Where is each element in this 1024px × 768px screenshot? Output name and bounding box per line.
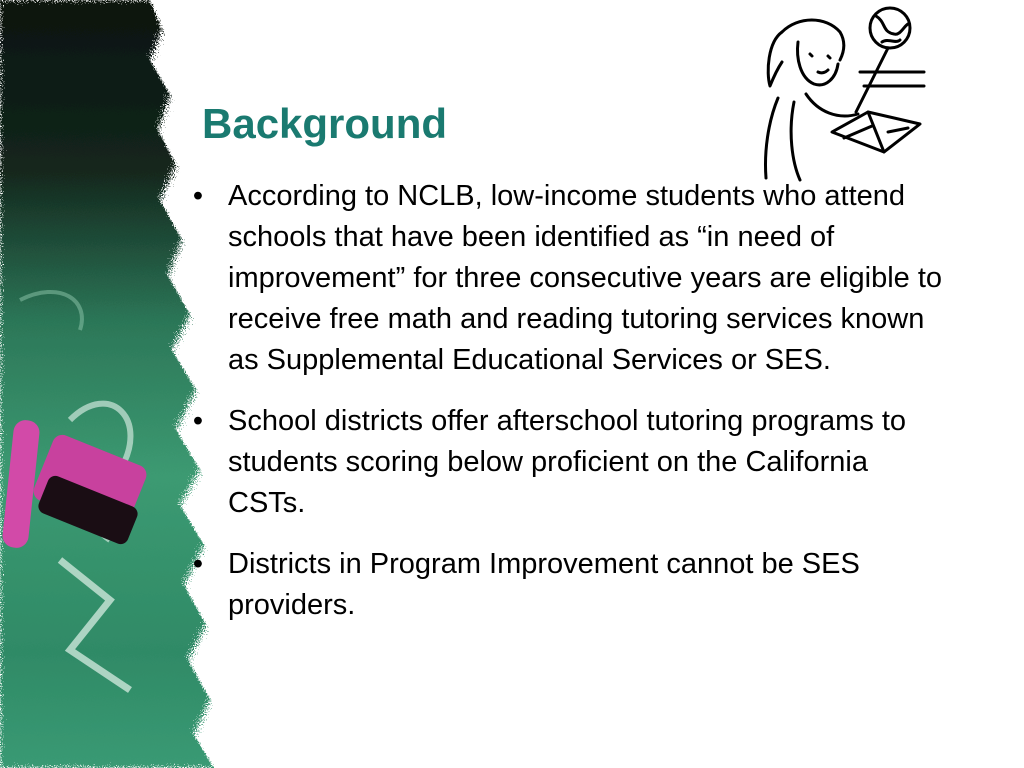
bullet-icon: • [192, 180, 204, 212]
bullet-text: Districts in Program Improvement cannot be SES providers. [228, 548, 860, 621]
teacher-globe-icon [748, 2, 928, 182]
bullet-text: According to NCLB, low-income students who attend schools that have been identified as “in need of improvement” for three consecutive years are eligible to receive free math and reading tutoring services known as Supplemental Educational Services or SES. [228, 180, 943, 376]
bullet-text: School districts offer afterschool tutoring programs to students scoring below proficient on the California CSTs. [228, 405, 907, 519]
bullet-item [186, 176, 946, 381]
bullet-item [186, 544, 946, 626]
bullet-icon: • [192, 405, 204, 437]
slide-title: Background [202, 100, 448, 147]
bullet-icon: • [192, 548, 204, 580]
bullet-item [186, 401, 946, 524]
bullet-list [186, 176, 946, 646]
